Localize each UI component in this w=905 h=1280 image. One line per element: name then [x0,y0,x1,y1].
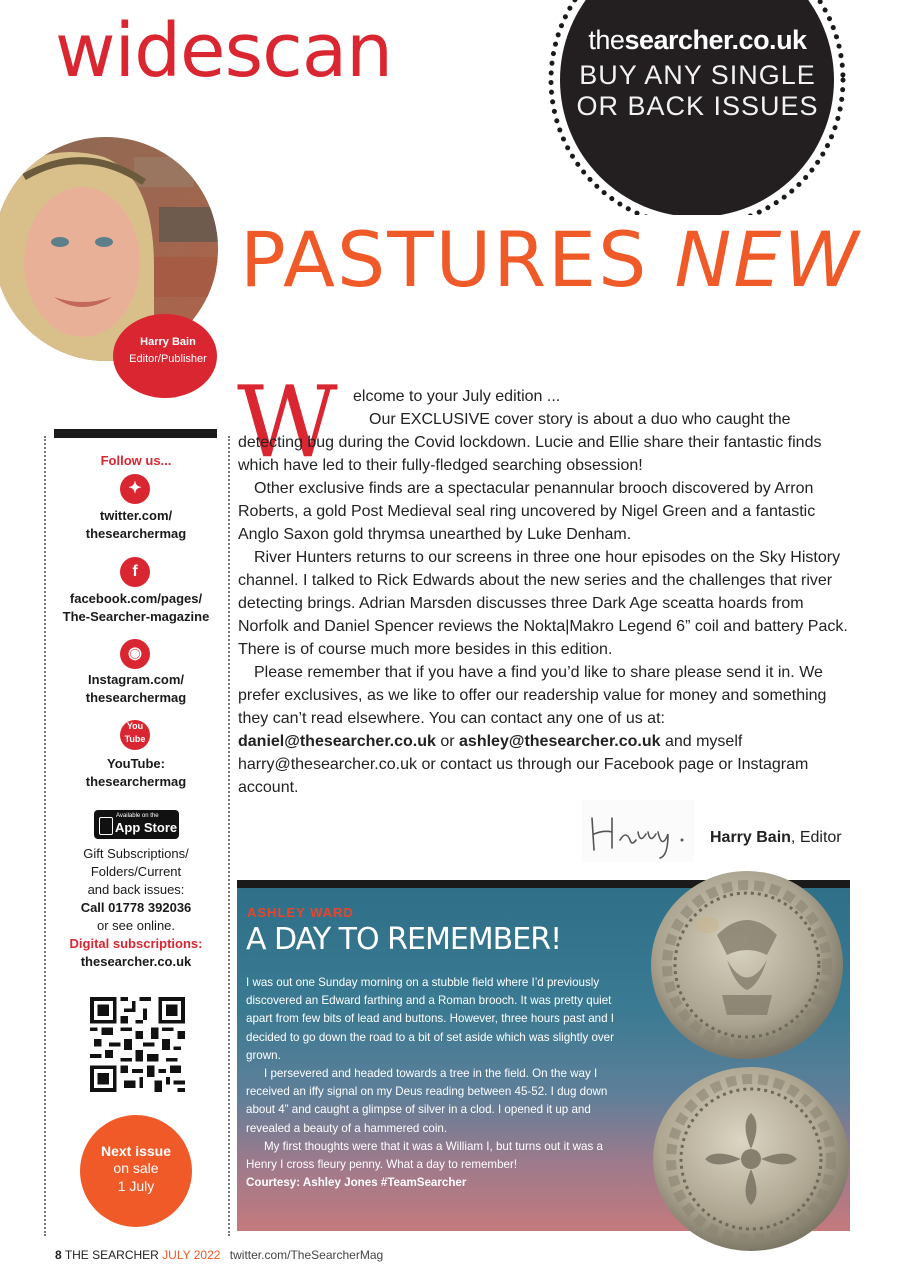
feature-body [246,974,634,1192]
page-number: 8 [55,1248,62,1262]
drop-cap: W [237,366,338,480]
editorial-paragraph: Our EXCLUSIVE cover story is about a duo who caught the detecting bug during the Covid lockdown. Lucie and Ellie share their fantastic finds which have led to their fully-fledged searching obsession! [238,411,822,474]
next-issue-badge: Next issue on sale 1 July [80,1115,192,1227]
feature-title: A DAY TO REMEMBER! [246,922,562,957]
feature-paragraph: My first thoughts were that it was a William I, but turns out it was a Henry I cross fleury penny. What a day to remember! [246,1139,603,1172]
promo-message: BUY ANY SINGLE OR BACK ISSUES [576,60,819,121]
issue-date: JULY 2022 [162,1248,221,1262]
page-footer [55,1248,383,1262]
feature-author: ASHLEY WARD [247,905,354,920]
sidebar-divider [44,436,46,1236]
footer-twitter-link[interactable]: twitter.com/TheSearcherMag [229,1248,384,1262]
editor-role: Editor/Publisher [129,353,207,365]
email-link-ashley[interactable]: ashley@thesearcher.co.uk [459,733,661,750]
app-store-button[interactable]: Available on the App Store [94,810,179,839]
sidebar-top-bar [54,429,217,438]
editorial-paragraph: River Hunters returns to our screens in three one hour episodes on the Sky History channel. I talked to Rick Edwards about the new series and the challenges that river detecting brings. Adrian Marsden discusses three Dark Age sceatta hoards from Norfolk and Daniel Spencer reviews the Nokta|Makro Legend 6” coil and battery Pack. There is of course much more besides in this edition. [238,549,848,658]
social-link-instagram[interactable]: Instagram.com/ thesearchermag [85,672,187,705]
feature-paragraph: I was out one Sunday morning on a stubble field where I’d previously discovered an Edward farthing and a Roman brooch. It was pretty quiet apart from few bits of lead and buttons. However, three hours past and I decided to go down the road to a bit of set aside which was slightly over grown. [246,976,614,1062]
feature-paragraph: I persevered and headed towards a tree in the field. On the way I received an iffy signal on my Deus reading between 45-52. I dug down about 4” and caught a glimpse of silver in a clod. I opened it up and revealed a beauty of a hammered coin. [246,1067,608,1135]
editor-name: Harry Bain [140,336,196,348]
youtube-icon[interactable]: You Tube [120,720,150,750]
facebook-icon[interactable]: f [120,557,150,587]
email-link-daniel[interactable]: daniel@thesearcher.co.uk [238,733,436,750]
sidebar-divider [228,436,230,1236]
social-link-facebook[interactable]: facebook.com/pages/ The-Searcher-magazine [62,591,210,624]
coin-reverse-image [650,1063,852,1253]
magazine-name: THE SEARCHER [64,1248,159,1262]
feature-credit: Courtesy: Ashley Jones #TeamSearcher [246,1176,467,1190]
coin-obverse-image [647,865,847,1065]
editorial-lead: elcome to your July edition ... [353,388,561,405]
device-icon [99,817,113,835]
follow-label: Follow us... [100,453,172,468]
twitter-icon[interactable]: ✦ [120,474,150,504]
section-title: widescan [55,8,393,94]
editorial-paragraph: Other exclusive finds are a spectacular penannular brooch discovered by Arron Roberts, a gold Post Medieval seal ring uncovered by Nigel Green and a fantastic Anglo Saxon gold thrymsa unearthed by Luke Denham. [238,480,816,543]
digital-subscriptions-link[interactable]: thesearcher.co.uk [80,954,192,969]
qr-code[interactable] [90,997,185,1092]
editorial-body [238,385,850,799]
social-link-youtube[interactable]: YouTube: thesearchermag [85,756,187,789]
social-link-twitter[interactable]: twitter.com/ thesearchermag [85,508,187,541]
page-headline: PASTURES NEW [240,215,861,304]
editor-signoff: Harry Bain, Editor [710,829,842,846]
subscriptions-info: Gift Subscriptions/ Folders/Current and back issues: Call 01778 392036 or see online. Digital subscriptions: thesearcher.co.uk [50,845,222,971]
editor-signature [582,800,694,862]
editorial-paragraph: Please remember that if you have a find you’d like to share please send it in. We prefer exclusives, as we like to offer our readership value for money and something they can’t read elsewhere. You can contact any one of us at: daniel@thesearcher.co.uk or ashley@thesearcher.co.uk and myself harry@thesearcher.co.uk or contact us through our Facebook page or Instagram account. [238,664,827,796]
promo-url[interactable]: thesearcher.co.uk [588,25,807,55]
promo-text[interactable] [565,25,830,122]
instagram-icon[interactable]: ◉ [120,639,150,669]
phone-number[interactable]: Call 01778 392036 [80,900,192,915]
